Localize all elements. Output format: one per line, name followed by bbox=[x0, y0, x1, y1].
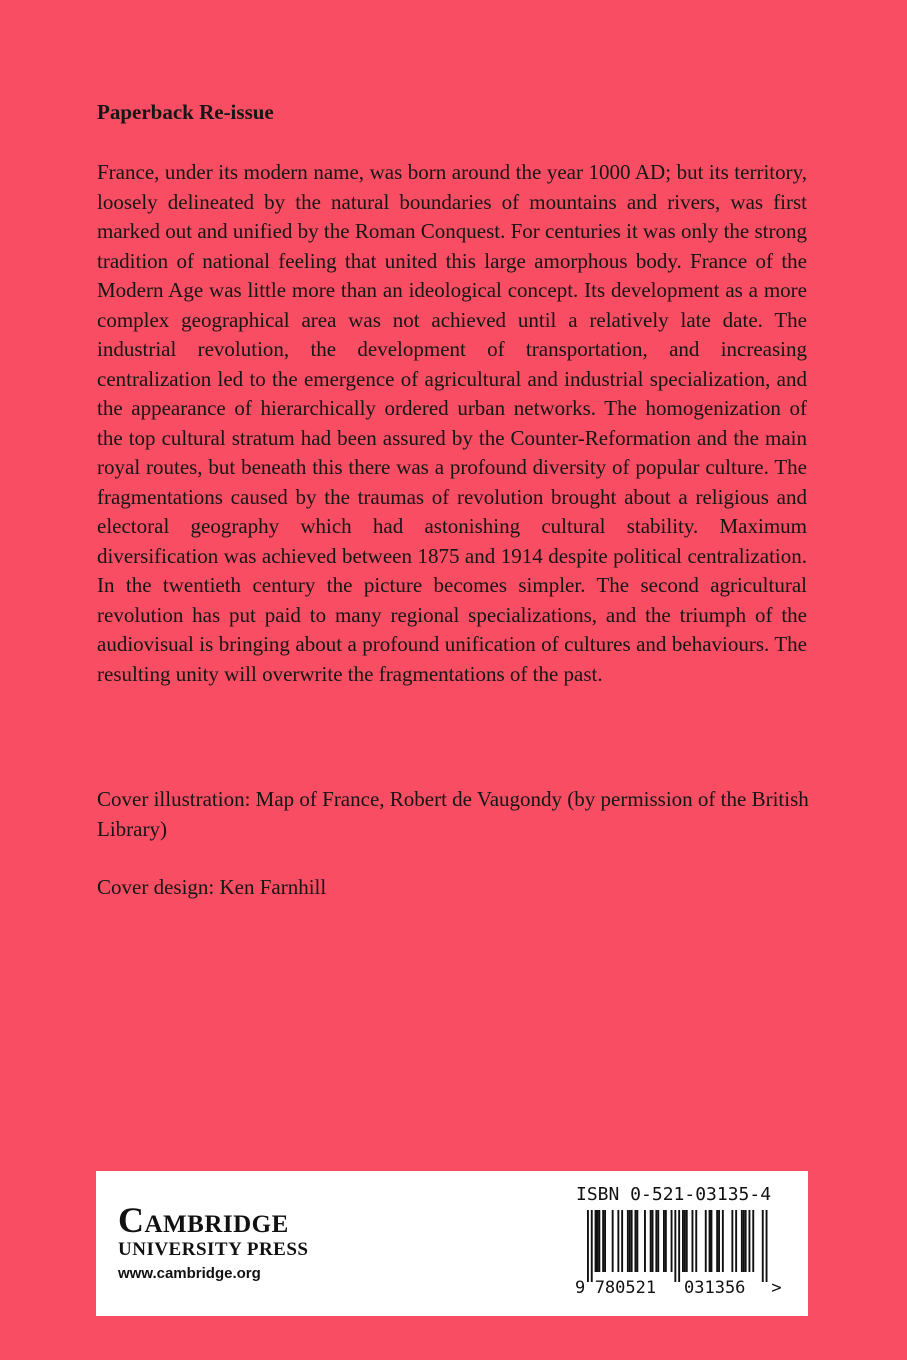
barcode-bar bbox=[741, 1210, 743, 1272]
barcode-bar bbox=[752, 1210, 754, 1272]
barcode-bar bbox=[749, 1210, 751, 1272]
barcode-bar bbox=[636, 1210, 638, 1272]
barcode-bar bbox=[718, 1210, 720, 1272]
barcode-bar bbox=[686, 1210, 688, 1272]
barcode-bar bbox=[735, 1210, 737, 1272]
barcode-bar bbox=[631, 1210, 633, 1272]
barcode-bar bbox=[635, 1210, 637, 1272]
blurb-text: France, under its modern name, was born around the year 1000 AD; but its territory, loosely delineated by the natural boundaries of mountains and rivers, was first marked out and unified by the Roman Conquest. For centuries it was only the strong tradition of national feeling that united this large amorphous body. France of the Modern Age was little more than an ideological concept. Its development as a more complex geographical area was not achieved until a relatively late date. The industrial revolution, the development of transportation, and increasing centralization led to the emergence of agricultural and industrial specialization, and the appearance of hierarchically ordered urban networks. The homogenization of the top cultural stratum had been assured by the Counter-Reformation and the main royal routes, but beneath this there was a profound diversity of popular culture. The fragmentations caused by the traumas of revolution brought about a religious and electoral geography which had astonishing cultural stability. Maximum diversification was achieved between 1875 and 1914 despite political centralization. In the twentieth century the picture becomes simpler. The second agricultural revolution has put paid to many regional specializations, and the triumph of the audiovisual is bringing about a profound unification of cultures and behaviours. The resulting unity will overwrite the fragmentations of the past. bbox=[97, 160, 807, 686]
barcode-bar bbox=[671, 1210, 673, 1272]
barcode-bar bbox=[612, 1210, 614, 1272]
barcode-bar bbox=[665, 1210, 667, 1272]
barcode-digits: 031356 bbox=[684, 1278, 746, 1298]
barcode-bar bbox=[602, 1210, 604, 1272]
barcode-bar bbox=[657, 1210, 659, 1272]
publisher-panel bbox=[96, 1171, 808, 1316]
barcode-bar bbox=[745, 1210, 747, 1272]
barcode-bar bbox=[663, 1210, 665, 1272]
barcode-digits: 9 bbox=[575, 1278, 586, 1298]
barcode-bar bbox=[627, 1210, 629, 1272]
barcode-bar bbox=[731, 1210, 733, 1272]
publisher-url: www.cambridge.org bbox=[118, 1265, 261, 1282]
barcode-bar bbox=[722, 1210, 724, 1272]
barcode-digits: > bbox=[771, 1278, 782, 1298]
cover-illustration-credit: Cover illustration: Map of France, Robert de Vaugondy (by permission of the British Library) bbox=[97, 787, 809, 841]
barcode-bar bbox=[652, 1210, 654, 1272]
barcode-bar bbox=[597, 1210, 599, 1272]
barcode-bar bbox=[711, 1210, 713, 1272]
barcode-bar bbox=[587, 1210, 589, 1282]
publisher-subname: UNIVERSITY PRESS bbox=[118, 1239, 309, 1260]
barcode-bar bbox=[644, 1210, 646, 1272]
barcode-bar bbox=[674, 1210, 676, 1282]
barcode-bar bbox=[709, 1210, 711, 1272]
barcode-bar bbox=[655, 1210, 657, 1272]
barcode-bar bbox=[629, 1210, 631, 1272]
barcode-bar bbox=[682, 1210, 684, 1272]
barcode-bar bbox=[762, 1210, 764, 1282]
barcode-bar bbox=[650, 1210, 652, 1272]
barcode-bar bbox=[595, 1210, 597, 1272]
barcode-bar bbox=[692, 1210, 694, 1272]
barcode-bar bbox=[695, 1210, 697, 1272]
barcode-bar bbox=[598, 1210, 600, 1272]
barcode-bar bbox=[705, 1210, 707, 1272]
barcode-bar bbox=[766, 1210, 768, 1282]
barcode-bar bbox=[591, 1210, 593, 1282]
barcode-bar bbox=[621, 1210, 623, 1272]
isbn-label: ISBN 0-521-03135-4 bbox=[576, 1184, 772, 1205]
barcode-bar bbox=[684, 1210, 686, 1272]
cover-heading: Paperback Re-issue bbox=[97, 100, 274, 124]
isbn-barcode bbox=[573, 1208, 782, 1298]
publisher-logo-name: Cambridge bbox=[118, 1200, 289, 1240]
barcode-bar bbox=[678, 1210, 680, 1282]
barcode-bar bbox=[743, 1210, 745, 1272]
barcode-digits: 780521 bbox=[594, 1278, 657, 1298]
barcode-bar bbox=[716, 1210, 718, 1272]
barcode-bar bbox=[604, 1210, 606, 1272]
cover-design-credit: Cover design: Ken Farnhill bbox=[97, 875, 327, 899]
barcode-bar bbox=[617, 1210, 619, 1272]
